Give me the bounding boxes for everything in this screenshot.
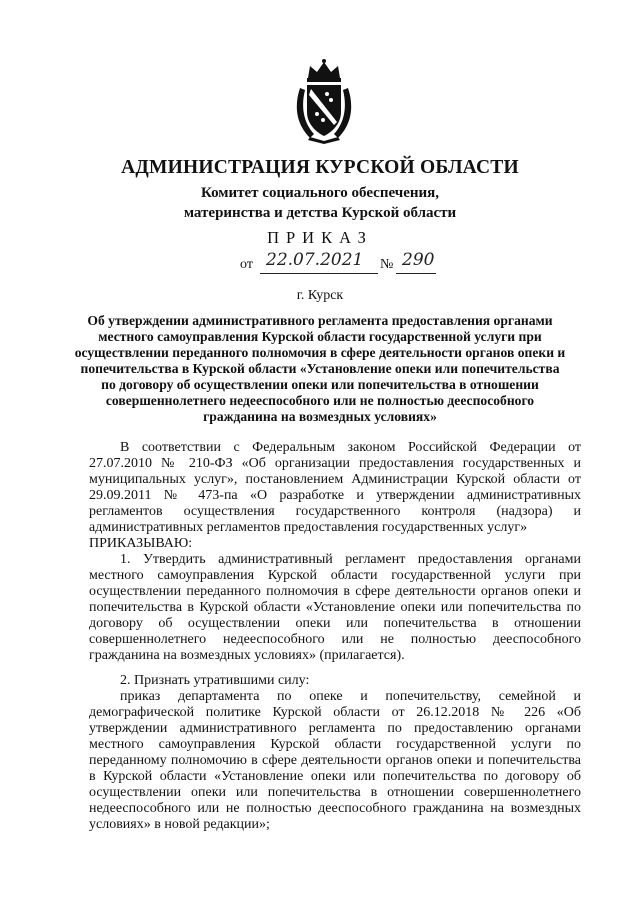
date-label: от bbox=[240, 257, 253, 272]
preamble-block bbox=[89, 440, 581, 552]
number-label: № bbox=[380, 257, 394, 272]
committee-line-2: материнства и детства Курской области bbox=[183, 205, 457, 221]
handwritten-number: 290 bbox=[402, 250, 435, 270]
document-type: ПРИКАЗ bbox=[267, 228, 373, 247]
document-title: Об утверждении административного регламента предоставления органами местного самоуправления Курской области государственной услуги при осуществлении переданного полномочия в сфере деятельности органов опеки и попечительства в Курской области «Установление опеки или попечительства по договору об осуществлении опеки или попечительства в отношении совершеннолетнего недееспособного или не полностью дееспособного гражданина на возмездных условиях» bbox=[74, 313, 566, 424]
city: г. Курск bbox=[296, 288, 344, 303]
item-1-paragraph: 1. Утвердить административный регламент предоставления органами местного самоуправления Курской области государственной услуги при осуществлении переданного полномочия в сфере деятельности органов опеки и попечительства в Курской области «Установление опеки или попечительства по договору об осуществлении опеки или попечительства в отношении совершеннолетнего недееспособного или не полностью дееспособного гражданина на возмездных условиях» (прилагается). bbox=[89, 552, 581, 663]
committee-name bbox=[0, 183, 640, 223]
organization-name: АДМИНИСТРАЦИЯ КУРСКОЙ ОБЛАСТИ bbox=[121, 157, 519, 178]
date-underline bbox=[260, 273, 378, 274]
item-2-paragraph: приказ департамента по опеке и попечительству, семейной и демографической политике Курской области от 26.12.2018 № 226 «Об утверждении административного регламента по предоставлению органами местного самоуправления Курской области государственной услуги по переданному полномочию в сфере деятельности органов опеки и попечительства в Курской области «Установление опеки или попечительства по договору об осуществлении опеки или попечительства в отношении совершеннолетнего недееспособного или не полностью дееспособного гражданина на возмездных условиях» в новой редакции»; bbox=[89, 689, 581, 832]
order-word: ПРИКАЗЫВАЮ: bbox=[89, 536, 193, 551]
item-1-block bbox=[89, 552, 581, 664]
preamble-paragraph: В соответствии с Федеральным законом Российской Федерации от 27.07.2010 № 210-ФЗ «Об организации предоставления государственных и муниципальных услуг», постановлением Администрации Курской области от 29.09.2011 № 473-па «О разработке и утверждении административных регламентов осуществления государственного контроля (надзора) и административных регламентов предоставления государственных услуг» bbox=[89, 440, 581, 535]
number-underline bbox=[396, 273, 436, 274]
coat-of-arms-emblem bbox=[292, 58, 356, 146]
date-number-line bbox=[240, 252, 440, 276]
committee-line-1: Комитет социального обеспечения, bbox=[200, 185, 440, 201]
item-2-heading: 2. Признать утратившими силу: bbox=[120, 673, 310, 688]
handwritten-date: 22.07.2021 bbox=[266, 250, 364, 270]
item-2-block bbox=[89, 673, 581, 833]
